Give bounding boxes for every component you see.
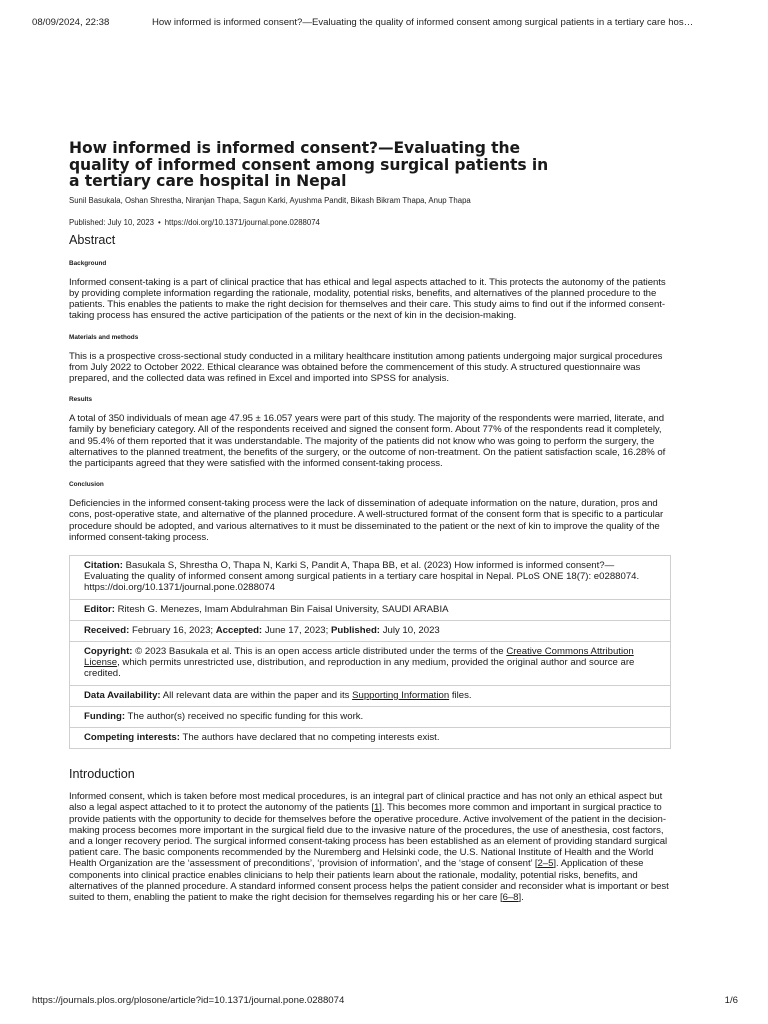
results-text: A total of 350 individuals of mean age 47.95 ± 16.057 years were part of this study. The majority of the respondents were married, literate, and family by beneficiary category. All of the respondents received and signed the consent form. About 77% of the respondents read it completely, and 95.4% of them reported that it was understandable. The majority of the patients did not know who was going to perform the surgery, the alternatives to the planned treatment, the benefits of the surgery, or the outcome of non-treatment. On the patient satisfaction scale, 16.28% of the participants agreed that they were satisfied with the informed consent-taking process. [69, 413, 666, 470]
print-datetime: 08/09/2024, 22:38 [32, 17, 110, 28]
author-link[interactable]: Sunil Basukala [69, 195, 121, 205]
author-link[interactable]: , Niranjan Thapa [181, 196, 239, 205]
print-footer [32, 995, 738, 1006]
funding-label: Funding: [84, 710, 126, 722]
article-title: How informed is informed consent?—Evaluating the quality of informed consent among surgical patients in a tertiary care hospital in Nepal [69, 139, 549, 191]
article-content [69, 140, 671, 903]
author-list [69, 196, 671, 206]
author-link[interactable]: , Ayushma Pandit [286, 196, 347, 205]
data-availability-text: All relevant data are within the paper and its [162, 689, 350, 701]
separator-dot: • [157, 217, 161, 227]
copyright-text: © 2023 Basukala et al. This is an open access article distributed under the terms of the [135, 646, 504, 658]
data-availability-label: Data Availability: [84, 689, 161, 701]
dates-row [70, 621, 670, 642]
editor-label: Editor: [84, 603, 115, 615]
received-label: Received: [84, 624, 130, 636]
page-number: 1/6 [724, 995, 738, 1006]
competing-interests-label: Competing interests: [84, 732, 180, 744]
methods-text: This is a prospective cross-sectional study conducted in a military healthcare institution among patients undergoing major surgical procedures from July 2022 to October 2022. Ethical clearance was obtained before the commencement of this study. A structured questionnaire was prepared, and the collected data was refined in Excel and imported into SPSS for analysis. [69, 350, 663, 384]
methods-heading: Materials and methods [69, 333, 139, 341]
received-date: February 16, 2023; [132, 624, 214, 636]
article-metadata-box [69, 555, 671, 749]
reference-link[interactable]: 6–8 [502, 892, 519, 904]
abstract-heading: Abstract [69, 232, 116, 247]
background-text: Informed consent-taking is a part of clinical practice that has ethical and legal aspects attached to it. This protects the autonomy of the patients by providing complete information regarding the rationale, modality, potential risks, benefits, and alternatives of the planned procedure to the patients. This enables the patients to make the right decision for themselves and their care. This study aims to find out if the informed consent-taking process has ensured the active participation of the patients or the next of kin in the decision-making. [69, 276, 666, 322]
accepted-date: June 17, 2023; [264, 624, 329, 636]
citation-label: Citation: [84, 560, 123, 572]
supporting-information-link[interactable]: Supporting Information [352, 689, 450, 701]
funding-row [70, 707, 670, 728]
introduction-section [69, 791, 671, 903]
published-date: Published: July 10, 2023 [69, 217, 154, 227]
competing-interests-row [70, 728, 670, 748]
print-url: https://journals.plos.org/plosone/article?id=10.1371/journal.pone.0288074 [32, 995, 345, 1006]
copyright-label: Copyright: [84, 646, 133, 658]
funding-text: The author(s) received no specific funding for this work. [127, 710, 364, 722]
author-link[interactable]: , Anup Thapa [425, 196, 471, 205]
editor-text: Ritesh G. Menezes, Imam Abdulrahman Bin Faisal University, SAUDI ARABIA [117, 603, 449, 615]
citation-row [70, 556, 670, 600]
editor-row [70, 600, 670, 621]
author-link[interactable]: , Oshan Shrestha [121, 196, 182, 205]
print-page-title: How informed is informed consent?—Evaluating the quality of informed consent among surgical patients in a tertiary care hos… [152, 17, 694, 28]
published-date-meta: July 10, 2023 [382, 624, 440, 636]
background-heading: Background [69, 259, 107, 267]
competing-interests-text: The authors have declared that no competing interests exist. [182, 732, 440, 744]
conclusion-heading: Conclusion [69, 481, 104, 489]
abstract-conclusion [69, 481, 671, 543]
abstract-background [69, 260, 671, 322]
intro-text: ]. Application of these components into clinical practice enables clinicians to help their patients learn about the rationale, modality, potential risks, benefits, and alternatives of the planned procedure. A standard informed consent process helps the patient consider and reconsider what is important or best suited to them, enabling the patient to make the right decision for themselves regarding his or her care [ [69, 858, 669, 904]
reference-link[interactable]: 2–5 [537, 858, 554, 870]
results-heading: Results [69, 396, 93, 404]
published-label: Published: [330, 624, 381, 636]
author-link[interactable]: , Sagun Karki [239, 196, 286, 205]
abstract-methods [69, 334, 671, 385]
accepted-label: Accepted: [215, 624, 263, 636]
doi-link[interactable]: https://doi.org/10.1371/journal.pone.0288074 [164, 217, 320, 227]
introduction-paragraph [69, 791, 671, 903]
copyright-row [70, 642, 670, 686]
publication-info [69, 218, 671, 227]
license-link[interactable]: Creative Commons Attribution License [84, 646, 634, 669]
intro-text: Informed consent, which is taken before most medical procedures, is an integral part of clinical practice and has not only an ethical aspect but also a legal aspect attached to it to protect the autonomy of the patients [ [69, 791, 663, 814]
reference-link[interactable]: 1 [374, 802, 380, 814]
abstract-results [69, 396, 671, 469]
introduction-heading: Introduction [69, 767, 135, 782]
data-availability-row [70, 686, 670, 707]
intro-text: ]. [518, 892, 524, 904]
intro-text: ]. This becomes more common and important in surgical practice to provide patients with the opportunity to decide for themselves before the operative procedure. Active involvement of the patient in the decision-making process becomes more important in the surgical field due to the invasive nature of the procedures, the use of anesthesia, cost factors, and a longer recovery period. The surgical informed consent-taking process has been established as an element of providing standard surgical patient care. The basic components recommended by the Nuremberg and Helsinki code, the U.S. National Institute of Health and the World Health Organization are the ‘assessment of preconditions’, ‘provision of information’, and the ‘stage of consent’ [ [69, 802, 668, 870]
citation-text: Basukala S, Shrestha O, Thapa N, Karki S, Pandit A, Thapa BB, et al. (2023) How informed is informed consent?—Evaluating the quality of informed consent among surgical patients in a tertiary care hospital in Nepal. PLoS ONE 18(7): e0288074. https://doi.org/10.1371/journal.pone.0288074 [84, 560, 640, 594]
data-availability-text-end: files. [451, 689, 472, 701]
copyright-text-end: , which permits unrestricted use, distribution, and reproduction in any medium, provided the original author and source are credited. [84, 657, 635, 680]
author-link[interactable]: , Bikash Bikram Thapa [346, 196, 424, 205]
print-header [32, 17, 738, 28]
conclusion-text: Deficiencies in the informed consent-taking process were the lack of dissemination of adequate information on the nature, duration, pros and cons, post-operative state, and alternative of the planned procedure. A well-structured format of the consent form that is specific to a particular procedure should be adopted, and various alternatives to it must be disseminated to the patient or the next of kin to improve the quality of the informed consent-taking process. [69, 498, 664, 543]
